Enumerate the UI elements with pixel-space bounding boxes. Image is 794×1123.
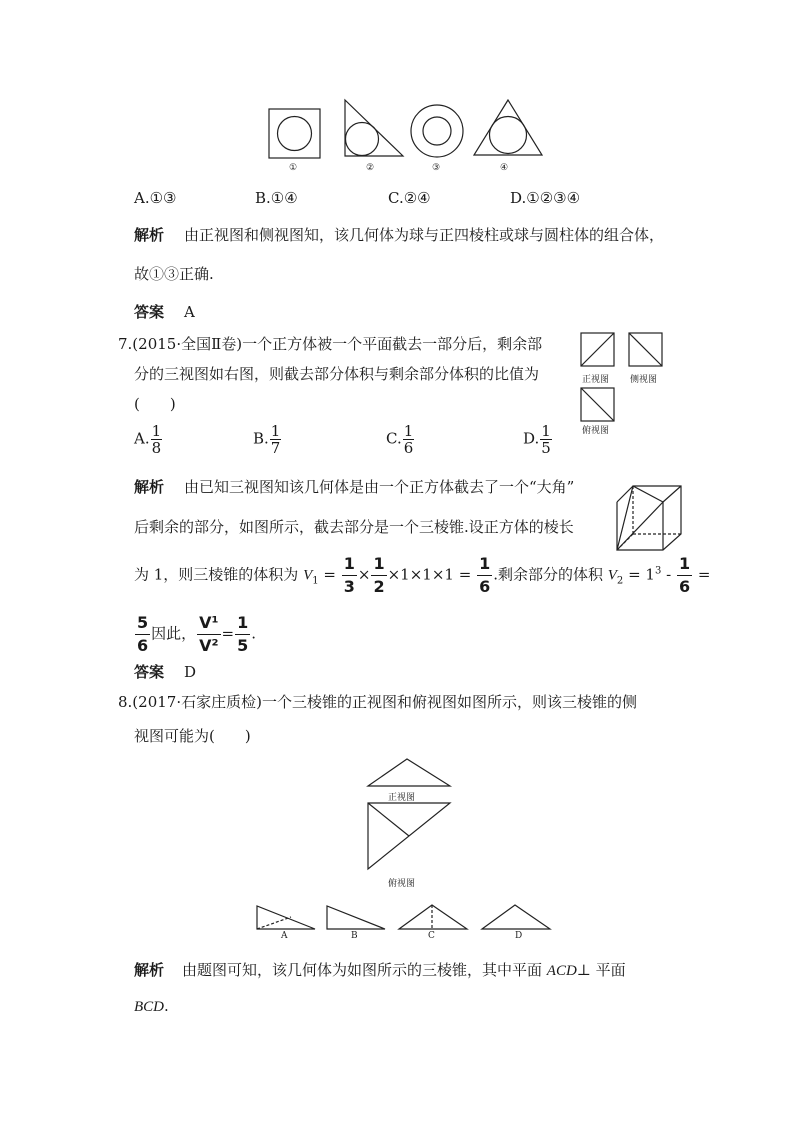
q7-analysis-line4 — [134, 612, 256, 657]
q6-figure-label-3: ③ — [432, 163, 441, 173]
q6-figure-1 — [268, 108, 322, 162]
q7-option-c — [386, 423, 415, 456]
q7-front-view — [580, 332, 616, 368]
q7-option-b-frac — [270, 423, 282, 456]
q7-line4-text-b: = — [221, 624, 235, 643]
q6-answer-label: 答案 — [134, 303, 165, 321]
q8-choice-b-label: B — [351, 931, 358, 941]
q7-analysis-line1: 由已知三视图知该几何体是由一个正方体截去了一个“大角” — [184, 478, 575, 496]
q7-side-view-label: 侧视图 — [630, 375, 658, 385]
q7-option-a-den: 8 — [151, 439, 162, 457]
q7-line3-text-b: ×1×1×1 = — [387, 565, 477, 584]
q8-plane-acd: ACD — [546, 963, 577, 979]
q7-frac-1-5-num: 1 — [235, 612, 250, 635]
q8-front-view-label: 正视图 — [388, 793, 416, 803]
q8-analysis-label: 解析 — [134, 961, 165, 979]
q7-times: × — [357, 565, 371, 584]
q7-front-view-label: 正视图 — [582, 375, 610, 385]
q6-figure-4 — [472, 98, 544, 158]
q7-option-c-frac — [403, 423, 415, 456]
q8-perp-symbol: ⊥ — [576, 961, 591, 979]
q7-frac-5-6 — [135, 612, 150, 657]
q8-analysis-text-b: 平面 — [590, 961, 626, 979]
q7-option-c-num: 1 — [403, 422, 414, 440]
q7-frac-1-2 — [371, 553, 386, 598]
q8-plane-bcd: BCD — [134, 999, 164, 1015]
q8-front-view — [366, 757, 452, 789]
q8-stem-line1: 8.(2017·石家庄质检)一个三棱锥的正视图和俯视图如图所示，则该三棱锥的侧 — [118, 693, 637, 711]
q8-analysis-line2 — [134, 996, 169, 1017]
q6-figure-label-2: ② — [366, 163, 375, 173]
q7-frac-1-6-a — [477, 553, 492, 598]
q7-option-d-frac — [540, 423, 552, 456]
q7-line4-text-c: . — [251, 624, 257, 643]
q7-frac-1-6-b-den: 6 — [678, 577, 691, 596]
q7-option-a — [134, 423, 163, 456]
q6-analysis-label: 解析 — [134, 226, 165, 244]
q6-option-b: B.①④ — [255, 189, 298, 207]
q8-analysis-end: . — [164, 997, 169, 1015]
q7-option-c-letter: C. — [386, 429, 402, 448]
q6-option-a: A.①③ — [134, 189, 177, 207]
q7-stem-line3: ( ) — [134, 395, 176, 413]
q7-option-d-letter: D. — [523, 429, 540, 448]
q8-choice-a-figure — [255, 903, 317, 931]
q7-analysis-line2: 后剩余的部分，如图所示，截去部分是一个三棱锥.设正方体的棱长 — [134, 518, 574, 536]
q8-choice-c-label: C — [428, 931, 435, 941]
q7-stem-line2: 分的三视图如右图，则截去部分体积与剩余部分体积的比值为 — [134, 365, 540, 383]
q6-answer-value: A — [184, 303, 195, 321]
q8-choice-d-label: D — [515, 931, 523, 941]
q7-frac-1-2-den: 2 — [373, 577, 385, 596]
q8-choice-c-figure — [397, 902, 469, 932]
q6-figure-2 — [343, 98, 405, 158]
q7-v2-subscript: 2 — [616, 575, 624, 587]
q6-figure-3 — [409, 103, 465, 159]
q7-option-a-letter: A. — [134, 429, 150, 448]
q7-frac-1-5 — [235, 612, 250, 657]
q7-frac-5-6-num: 5 — [135, 612, 150, 635]
q7-top-view-label: 俯视图 — [582, 426, 610, 436]
q7-line3-text-d: = 1 — [623, 565, 655, 584]
q7-analysis-label: 解析 — [134, 478, 165, 496]
q8-choice-d-figure — [480, 902, 552, 932]
q8-choice-b-figure — [325, 903, 387, 931]
q7-frac-5-6-den: 6 — [137, 636, 149, 655]
q7-frac-v-ratio — [197, 612, 220, 657]
q6-option-c: C.②④ — [388, 189, 431, 207]
q7-answer-label: 答案 — [134, 663, 165, 681]
q8-top-view — [366, 801, 452, 871]
q7-analysis-line3 — [134, 553, 710, 598]
q8-top-view-label: 俯视图 — [388, 879, 416, 889]
q6-figure-label-1: ① — [289, 163, 298, 173]
q7-frac-v-ratio-num: V¹ — [197, 612, 220, 635]
q6-figure-label-4: ④ — [500, 163, 509, 173]
q7-option-b-num: 1 — [270, 422, 281, 440]
q7-line4-text-a: 因此， — [151, 624, 197, 643]
q8-choice-a-label: A — [281, 931, 288, 941]
q7-frac-1-6-a-num: 1 — [477, 553, 492, 576]
q7-cube-figure — [615, 484, 683, 552]
q7-top-view — [580, 387, 616, 423]
q7-frac-1-3 — [342, 553, 357, 598]
q6-option-d: D.①②③④ — [510, 189, 581, 207]
q7-option-c-den: 6 — [403, 439, 414, 457]
q7-option-b-den: 7 — [270, 439, 281, 457]
q7-option-a-frac — [151, 423, 163, 456]
q7-side-view — [628, 332, 664, 368]
q7-cube-superscript: 3 — [654, 565, 662, 577]
q6-analysis-line1: 由正视图和侧视图知，该几何体为球与正四棱柱或球与圆柱体的组合体， — [184, 226, 665, 244]
q7-line3-text-c: .剩余部分的体积 — [493, 565, 608, 584]
q7-answer-value: D — [184, 663, 197, 681]
q8-analysis-text-a: 由题图可知，该几何体为如图所示的三棱锥，其中平面 — [182, 961, 547, 979]
q7-v2-symbol: V — [607, 567, 617, 584]
q7-eq1: = — [318, 565, 341, 584]
q8-stem-line2: 视图可能为( ) — [134, 727, 251, 745]
q7-option-b-letter: B. — [253, 429, 269, 448]
q7-stem-line1: 7.(2015·全国Ⅱ卷)一个正方体被一个平面截去一部分后，剩余部 — [118, 335, 543, 353]
q7-frac-v-ratio-den: V² — [199, 636, 219, 655]
q7-frac-1-6-b-num: 1 — [677, 553, 692, 576]
q7-frac-1-6-a-den: 6 — [479, 577, 491, 596]
q6-analysis-line2: 故①③正确. — [134, 265, 214, 283]
q7-frac-1-5-den: 5 — [237, 636, 249, 655]
q7-line3-text-e: - — [661, 565, 676, 584]
q7-option-b — [253, 423, 282, 456]
q7-option-d-den: 5 — [541, 439, 551, 457]
q7-line3-text-a: 为 1，则三棱锥的体积为 — [134, 565, 304, 584]
q7-frac-1-2-num: 1 — [371, 553, 386, 576]
q8-analysis-line1 — [134, 960, 626, 981]
q7-v1-subscript: 1 — [312, 575, 319, 587]
q7-option-d-num: 1 — [541, 422, 551, 440]
q7-option-a-num: 1 — [151, 422, 162, 440]
q7-frac-1-3-num: 1 — [342, 553, 357, 576]
q7-frac-1-3-den: 3 — [343, 577, 355, 596]
q7-line3-text-f: = — [693, 565, 711, 584]
q7-option-d — [523, 423, 553, 456]
q7-frac-1-6-b — [677, 553, 692, 598]
q7-v1-symbol: V — [303, 567, 313, 584]
